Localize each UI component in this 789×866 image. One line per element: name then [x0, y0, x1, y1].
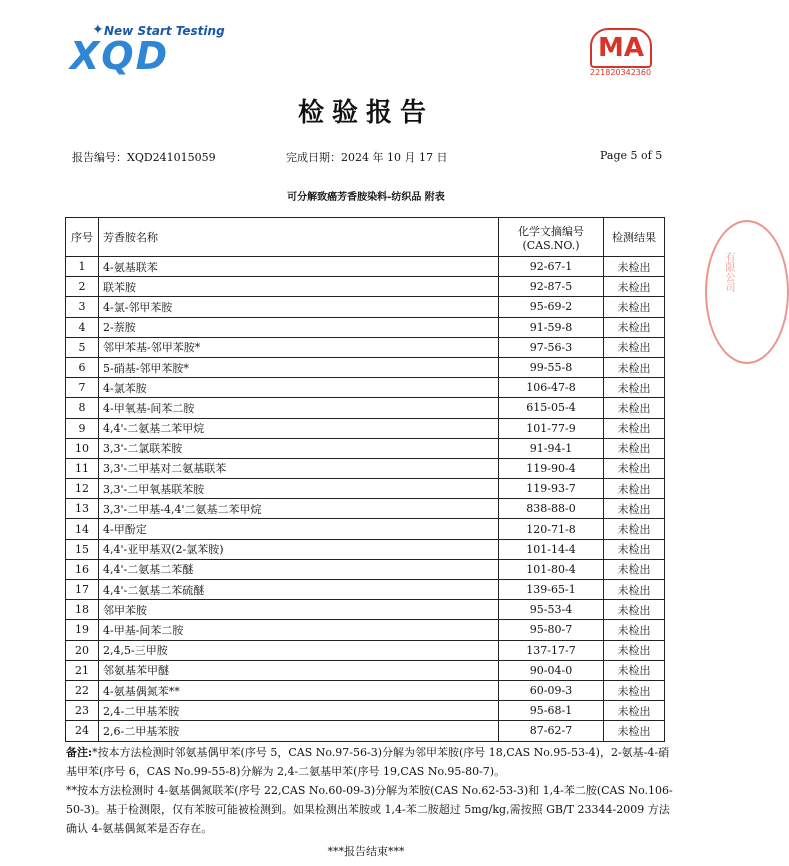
table-row: [66, 620, 665, 640]
amine-name: 4-甲酚定: [99, 519, 499, 539]
row-number: 2: [66, 277, 99, 297]
test-result: 未检出: [604, 438, 665, 458]
test-result: 未检出: [604, 539, 665, 559]
page-number: Page 5 of 5: [600, 149, 663, 162]
test-result: 未检出: [604, 479, 665, 499]
completion-date: 完成日期：2024 年 10 月 17 日: [286, 151, 448, 164]
amine-name: 3,3'-二甲基-4,4'二氨基二苯甲烷: [99, 499, 499, 519]
table-row: [66, 458, 665, 478]
cas-number: 60-09-3: [499, 680, 604, 700]
amine-name: 4,4'-亚甲基双(2-氯苯胺): [99, 539, 499, 559]
amine-name: 4-氨基联苯: [99, 257, 499, 277]
test-result: 未检出: [604, 398, 665, 418]
amine-name: 3,3'-二氯联苯胺: [99, 438, 499, 458]
table-row: [66, 660, 665, 680]
amine-name: 3,3'-二甲基对二氨基联苯: [99, 458, 499, 478]
row-number: 4: [66, 317, 99, 337]
header-cas-line2: (CAS.NO.): [522, 238, 580, 252]
cma-seal: [590, 28, 660, 80]
cas-number: 120-71-8: [499, 519, 604, 539]
row-number: 15: [66, 539, 99, 559]
table-row: [66, 519, 665, 539]
row-number: 16: [66, 559, 99, 579]
table-row: [66, 640, 665, 660]
amine-name: 4,4'-二氨基二苯甲烷: [99, 418, 499, 438]
remarks: [66, 743, 674, 838]
cas-number: 139-65-1: [499, 580, 604, 600]
test-result: 未检出: [604, 378, 665, 398]
test-result: 未检出: [604, 600, 665, 620]
cas-number: 92-67-1: [499, 257, 604, 277]
logo-mark: XQD: [70, 34, 170, 78]
test-result: 未检出: [604, 721, 665, 741]
cas-number: 97-56-3: [499, 337, 604, 357]
row-number: 7: [66, 378, 99, 398]
table-row: [66, 398, 665, 418]
cas-number: 119-90-4: [499, 458, 604, 478]
test-result: 未检出: [604, 277, 665, 297]
table-row: [66, 418, 665, 438]
table-row: [66, 357, 665, 377]
row-number: 13: [66, 499, 99, 519]
test-result: 未检出: [604, 701, 665, 721]
amine-name: 邻氨基苯甲醚: [99, 660, 499, 680]
cas-number: 87-62-7: [499, 721, 604, 741]
row-number: 9: [66, 418, 99, 438]
amine-name: 2,4,5-三甲胺: [99, 640, 499, 660]
row-number: 24: [66, 721, 99, 741]
amine-name: 3,3'-二甲氧基联苯胺: [99, 479, 499, 499]
remarks-label: 备注:: [66, 746, 93, 759]
amine-name: 邻甲苯基-邻甲苯胺*: [99, 337, 499, 357]
row-number: 5: [66, 337, 99, 357]
test-result: 未检出: [604, 640, 665, 660]
amine-name: 2,4-二甲基苯胺: [99, 701, 499, 721]
cas-number: 615-05-4: [499, 398, 604, 418]
test-result: 未检出: [604, 580, 665, 600]
amine-name: 邻甲苯胺: [99, 600, 499, 620]
remark-2: **按本方法检测时 4-氨基偶氮联苯(序号 22,CAS No.60-09-3)分解为苯胺(CAS No.62-53-3)和 1,4-苯二胺(CAS No.106-50-3)。基于检测限，仅有苯胺可能被检测到。如果检测出苯胺或 1,4-苯二胺超过 5mg/kg,需按照 GB/T 23344-2009 方法确认 4-氨基偶氮苯是否存在。: [66, 784, 673, 835]
row-number: 14: [66, 519, 99, 539]
amine-name: 4-氯苯胺: [99, 378, 499, 398]
row-number: 3: [66, 297, 99, 317]
row-number: 17: [66, 580, 99, 600]
row-number: 12: [66, 479, 99, 499]
header-cas-line1: 化学文摘编号: [518, 224, 584, 238]
cas-number: 90-04-0: [499, 660, 604, 680]
row-number: 8: [66, 398, 99, 418]
test-result: 未检出: [604, 458, 665, 478]
cas-number: 838-88-0: [499, 499, 604, 519]
amine-name: 4,4'-二氨基二苯醚: [99, 559, 499, 579]
row-number: 22: [66, 680, 99, 700]
xqd-logo: [66, 22, 225, 78]
table-header-row: [66, 218, 665, 257]
table-row: [66, 559, 665, 579]
row-number: 21: [66, 660, 99, 680]
cas-number: 95-80-7: [499, 620, 604, 640]
header-no: 序号: [66, 218, 99, 257]
table-row: [66, 317, 665, 337]
table-row: [66, 721, 665, 741]
amine-name: 4-氨基偶氮苯**: [99, 680, 499, 700]
row-number: 11: [66, 458, 99, 478]
row-number: 10: [66, 438, 99, 458]
cas-number: 95-68-1: [499, 701, 604, 721]
row-number: 20: [66, 640, 99, 660]
table-row: [66, 277, 665, 297]
table-row: [66, 701, 665, 721]
cas-number: 101-80-4: [499, 559, 604, 579]
cas-number: 95-53-4: [499, 600, 604, 620]
cas-number: 101-14-4: [499, 539, 604, 559]
header-cas: [499, 218, 604, 257]
logo-tagline: New Start Testing: [104, 24, 225, 38]
table-row: [66, 499, 665, 519]
test-result: 未检出: [604, 317, 665, 337]
row-number: 6: [66, 357, 99, 377]
table-row: [66, 438, 665, 458]
test-result: 未检出: [604, 357, 665, 377]
cas-number: 92-87-5: [499, 277, 604, 297]
amine-name: 2-萘胺: [99, 317, 499, 337]
cas-number: 106-47-8: [499, 378, 604, 398]
row-number: 1: [66, 257, 99, 277]
table-row: [66, 378, 665, 398]
test-result: 未检出: [604, 620, 665, 640]
amine-name: 联苯胺: [99, 277, 499, 297]
test-result: 未检出: [604, 418, 665, 438]
table-row: [66, 600, 665, 620]
row-number: 18: [66, 600, 99, 620]
row-number: 23: [66, 701, 99, 721]
amine-name: 4-氯-邻甲苯胺: [99, 297, 499, 317]
cas-number: 91-59-8: [499, 317, 604, 337]
table-row: [66, 337, 665, 357]
remark-1: *按本方法检测时邻氨基偶甲苯(序号 5，CAS No.97-56-3)分解为邻甲苯胺(序号 18,CAS No.95-53-4)，2-氨基-4-硝基甲苯(序号 6，CAS No.99-55-8)分解为 2,4-二氨基甲苯(序号 19,CAS No.95-80-7)。: [66, 746, 670, 778]
report-number: 报告编号：XQD241015059: [72, 151, 216, 164]
cma-number: 221820342360: [590, 68, 652, 77]
amine-name: 4-甲氧基-间苯二胺: [99, 398, 499, 418]
cas-number: 91-94-1: [499, 438, 604, 458]
table-row: [66, 580, 665, 600]
test-result: 未检出: [604, 680, 665, 700]
test-result: 未检出: [604, 337, 665, 357]
amine-name: 4-甲基-间苯二胺: [99, 620, 499, 640]
stamp-text: 有限公司: [723, 252, 734, 292]
test-result: 未检出: [604, 519, 665, 539]
table-row: [66, 539, 665, 559]
cas-number: 137-17-7: [499, 640, 604, 660]
amine-name: 5-硝基-邻甲苯胺*: [99, 357, 499, 377]
row-number: 19: [66, 620, 99, 640]
test-result: 未检出: [604, 257, 665, 277]
test-result: 未检出: [604, 499, 665, 519]
test-result: 未检出: [604, 559, 665, 579]
test-result: 未检出: [604, 660, 665, 680]
cas-number: 99-55-8: [499, 357, 604, 377]
test-result: 未检出: [604, 297, 665, 317]
amine-name: 2,6-二甲基苯胺: [99, 721, 499, 741]
header-name: 芳香胺名称: [99, 218, 499, 257]
cas-number: 119-93-7: [499, 479, 604, 499]
table-row: [66, 680, 665, 700]
report-end: ***报告结束***: [327, 845, 405, 858]
cma-mark: MA: [590, 28, 652, 68]
amine-name: 4,4'-二氨基二苯硫醚: [99, 580, 499, 600]
star-icon: ✦: [92, 22, 104, 38]
table-row: [66, 257, 665, 277]
cas-number: 101-77-9: [499, 418, 604, 438]
table-subtitle: 可分解致癌芳香胺染料-纺织品 附表: [287, 192, 445, 203]
cas-number: 95-69-2: [499, 297, 604, 317]
company-stamp: [705, 220, 789, 364]
table-row: [66, 297, 665, 317]
table-row: [66, 479, 665, 499]
amine-results-table: [65, 217, 665, 742]
header-result: 检测结果: [604, 218, 665, 257]
report-title: 检验报告: [297, 98, 434, 128]
